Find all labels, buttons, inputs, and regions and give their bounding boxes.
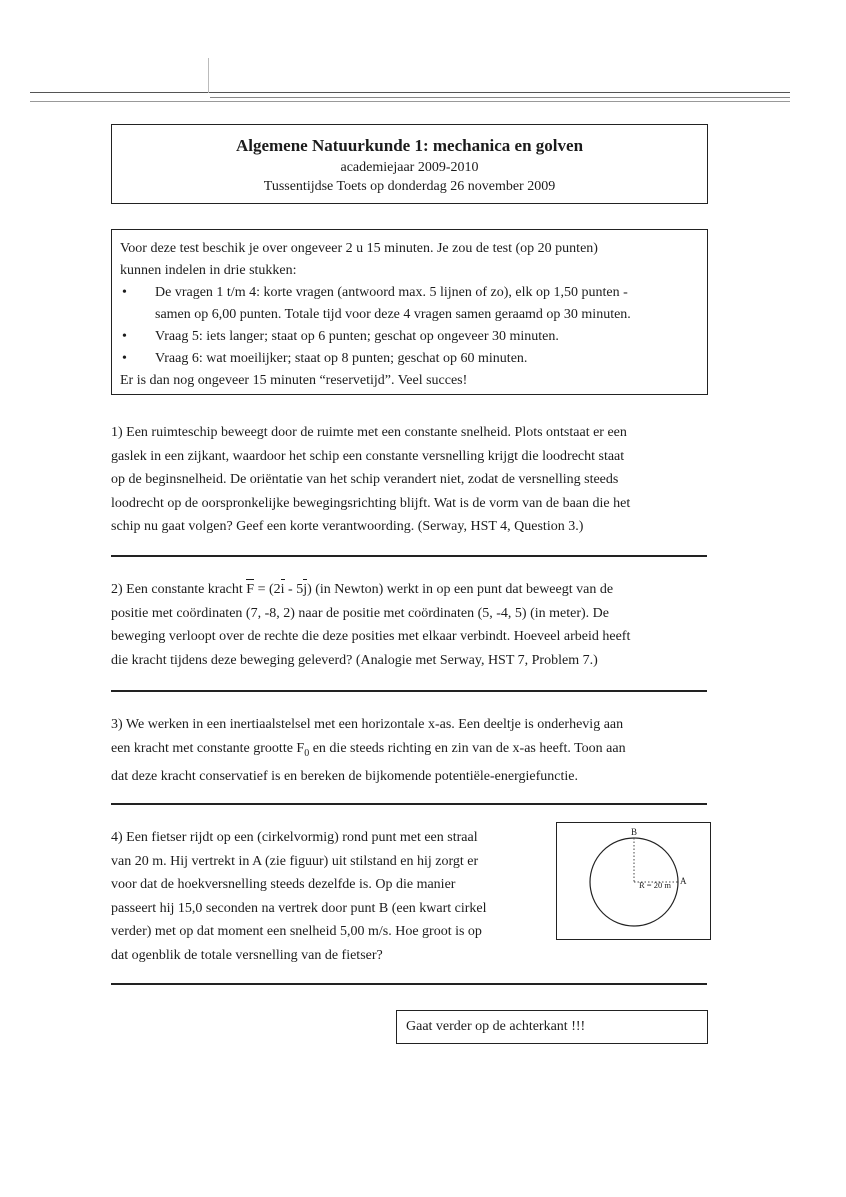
question-line: van 20 m. Hij vertrekt in A (zie figuur) uit stilstand en hij zorgt er	[111, 853, 479, 869]
answer-rule	[111, 690, 707, 692]
q3-text: en die steeds richting en zin van de x-as heeft. Toon aan	[309, 740, 626, 756]
instructions-line: Voor deze test beschik je over ongeveer 2 u 15 minuten. Je zou de test (op 20 punten)	[120, 241, 598, 256]
question-line: op de beginsnelheid. De oriëntatie van het schip verandert niet, zodat de versnelling steeds	[111, 472, 619, 487]
instructions-bullet: • De vragen 1 t/m 4: korte vragen (antwoord max. 5 lijnen of zo), elk op 1,50 punten -	[120, 282, 699, 304]
question-line: loodrecht op de oorspronkelijke bewegingsrichting blijft. Wat is de vorm van de baan die het	[111, 495, 631, 511]
title-box	[111, 124, 708, 204]
q2-text: 2) Een constante kracht	[111, 582, 243, 597]
point-b-label: B	[631, 827, 638, 837]
scan-line	[30, 92, 790, 93]
question-line: dat deze kracht conservatief is en bereken de bijkomende potentiële-energiefunctie.	[111, 768, 578, 784]
q2-equation: - 5	[284, 582, 304, 597]
instructions-line: kunnen indelen in drie stukken:	[120, 263, 297, 278]
question-3	[111, 713, 711, 788]
question-line: schip nu gaat volgen? Geef een korte verantwoording. (Serway, HST 4, Question 3.)	[111, 519, 584, 534]
question-line: positie met coördinaten (7, -8, 2) naar de positie met coördinaten (5, -4, 5) (in meter). De	[111, 605, 609, 621]
q2-equation: = (2	[257, 582, 281, 597]
instructions-bullet-continued: samen op 6,00 punten. Totale tijd voor deze 4 vragen samen geraamd op 30 minuten.	[155, 307, 631, 322]
exam-subtitle: Tussentijdse Toets op donderdag 26 november 2009	[263, 179, 556, 194]
question-4	[111, 826, 541, 967]
academic-year: academiejaar 2009-2010	[340, 160, 479, 175]
question-line: voor dat de hoekversnelling steeds dezelfde is. Op die manier	[111, 877, 456, 892]
question-line: 4) Een fietser rijdt op een (cirkelvormig) rond punt met een straal	[111, 830, 478, 845]
question-line: beweging verloopt over de rechte die deze posities met elkaar verbindt. Hoeveel arbeid heeft	[111, 629, 631, 644]
circle-figure	[556, 822, 711, 940]
scan-line	[210, 97, 790, 98]
radius-label: R = 20 m	[639, 880, 671, 890]
force-vector-symbol: F	[246, 578, 254, 602]
instructions-bullet: • Vraag 5: iets langer; staat op 6 punten; geschat op ongeveer 30 minuten.	[120, 326, 699, 348]
question-line: dat ogenblik de totale versnelling van de fietser?	[111, 947, 383, 963]
unit-vector-i: i	[281, 578, 285, 602]
instructions-box	[111, 229, 708, 395]
continue-notice: Gaat verder op de achterkant !!!	[406, 1019, 586, 1034]
point-a-label: A	[680, 876, 687, 886]
question-line: verder) met op dat moment een snelheid 5,00 m/s. Hoe groot is op	[111, 924, 482, 939]
question-line	[111, 578, 711, 602]
instructions-line: Er is dan nog ongeveer 15 minuten “reservetijd”. Veel succes!	[120, 373, 468, 388]
question-1	[111, 421, 711, 539]
page-title: Algemene Natuurkunde 1: mechanica en golven	[235, 136, 584, 155]
unit-vector-j: j	[303, 578, 307, 602]
answer-rule	[111, 555, 707, 557]
question-line: 3) We werken in een inertiaalstelsel met een horizontale x-as. Een deeltje is onderhevig aan	[111, 717, 624, 732]
answer-rule	[111, 803, 707, 805]
answer-rule	[111, 983, 707, 985]
scan-line	[30, 101, 790, 102]
q2-text: ) (in Newton) werkt in op een punt dat beweegt van de	[307, 582, 614, 597]
subscript: 0	[304, 747, 310, 759]
question-2	[111, 578, 711, 672]
scan-line	[208, 58, 209, 93]
question-line	[111, 737, 711, 765]
instructions-bullet: • Vraag 6: wat moeilijker; staat op 8 punten; geschat op 60 minuten.	[120, 348, 699, 370]
continue-notice-box	[396, 1010, 708, 1044]
circle-diagram	[557, 823, 710, 939]
q3-text: een kracht met constante grootte F	[111, 740, 305, 756]
question-line: gaslek in een zijkant, waardoor het schip een constante versnelling krijgt die loodrecht staat	[111, 448, 625, 464]
question-line: 1) Een ruimteschip beweegt door de ruimte met een constante snelheid. Plots ontstaat er een	[111, 425, 627, 440]
question-line: passeert hij 15,0 seconden na vertrek door punt B (een kwart cirkel	[111, 900, 487, 916]
question-line: die kracht tijdens deze beweging geleverd? (Analogie met Serway, HST 7, Problem 7.)	[111, 652, 598, 668]
